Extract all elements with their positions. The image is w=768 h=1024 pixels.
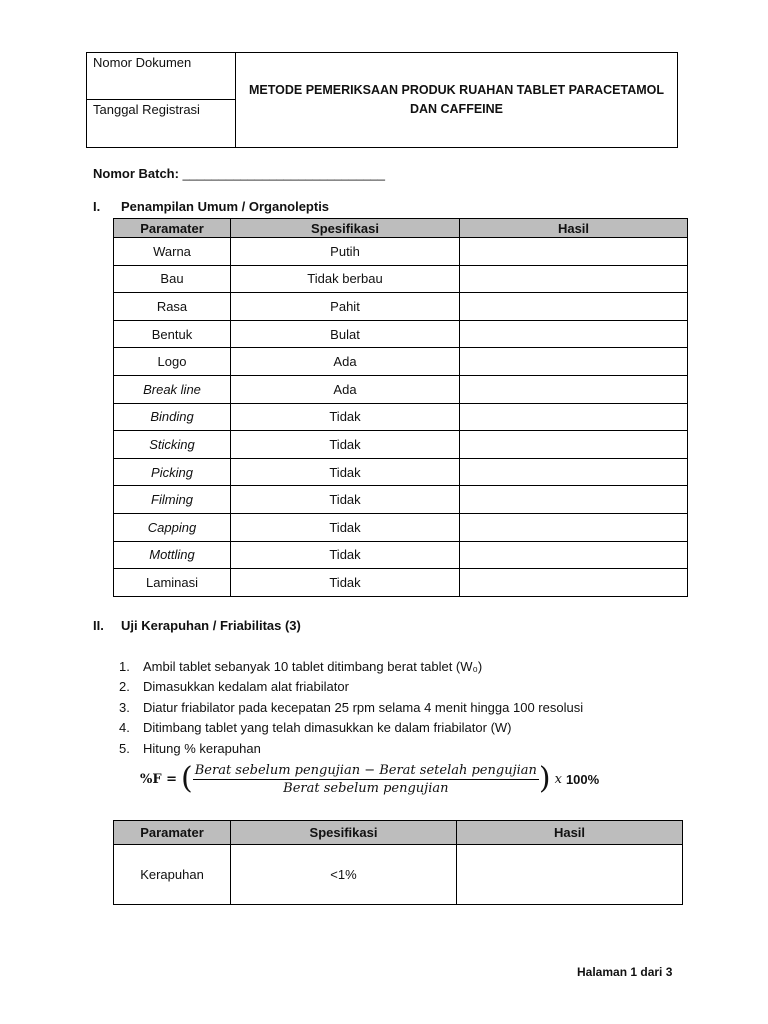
- cell-parameter: Bau: [114, 265, 231, 293]
- section-1-title: Penampilan Umum / Organoleptis: [121, 199, 330, 214]
- col-header-result: Hasil: [460, 219, 688, 238]
- batch-label: Nomor Batch:: [93, 166, 179, 181]
- cell-result[interactable]: [460, 238, 688, 266]
- cell-specification: Pahit: [231, 293, 460, 321]
- cell-parameter: Mottling: [114, 541, 231, 569]
- cell-result[interactable]: [460, 458, 688, 486]
- page-footer: Halaman 1 dari 3: [577, 965, 673, 979]
- friability-table: [113, 820, 683, 905]
- cell-parameter: Filming: [114, 486, 231, 514]
- list-item: [119, 679, 349, 694]
- reg-date-label: Tanggal Registrasi: [93, 102, 200, 117]
- list-item-number: 5.: [119, 741, 130, 756]
- formula-lhs: %F =: [140, 771, 178, 787]
- cell-specification: Tidak berbau: [231, 265, 460, 293]
- table-row: [114, 431, 688, 459]
- table-row: [114, 458, 688, 486]
- cell-result[interactable]: [460, 265, 688, 293]
- document-title-line-2: DAN CAFFEINE: [409, 102, 504, 116]
- formula-fraction-bar: [193, 779, 539, 780]
- cell-parameter: Capping: [114, 513, 231, 541]
- list-item-text: Dimasukkan kedalam alat friabilator: [143, 679, 349, 694]
- section-1-number: I.: [93, 199, 101, 214]
- cell-parameter: Logo: [114, 348, 231, 376]
- cell-result[interactable]: [460, 541, 688, 569]
- cell-result[interactable]: [460, 431, 688, 459]
- list-item-text: Ambil tablet sebanyak 10 tablet ditimbang berat tablet (W₀): [143, 659, 483, 674]
- formula-numerator: Berat sebelum pengujian − Berat setelah pengujian: [194, 762, 537, 778]
- formula-times: x: [554, 771, 562, 787]
- formula-rhs-value: 100%: [565, 771, 600, 787]
- cell-specification: Ada: [231, 348, 460, 376]
- table-row: [114, 541, 688, 569]
- table-row: [114, 569, 688, 597]
- cell-parameter: Bentuk: [114, 320, 231, 348]
- organoleptic-header-row: [114, 219, 688, 238]
- list-item: [119, 720, 512, 735]
- cell-result[interactable]: [457, 845, 683, 905]
- cell-parameter: Kerapuhan: [114, 845, 231, 905]
- cell-parameter: Break line: [114, 375, 231, 403]
- col-header-parameter: Paramater: [114, 821, 231, 845]
- list-item-text: Diatur friabilator pada kecepatan 25 rpm selama 4 menit hingga 100 resolusi: [143, 700, 584, 715]
- table-row: [114, 513, 688, 541]
- cell-result[interactable]: [460, 513, 688, 541]
- formula-denominator: Berat sebelum pengujian: [283, 780, 449, 796]
- col-header-specification: Spesifikasi: [231, 219, 460, 238]
- list-item: [119, 659, 482, 674]
- table-row: [114, 293, 688, 321]
- cell-specification: <1%: [231, 845, 457, 905]
- cell-result[interactable]: [460, 403, 688, 431]
- table-row: [114, 320, 688, 348]
- table-row: [114, 403, 688, 431]
- friability-header-row: [114, 821, 683, 845]
- cell-result[interactable]: [460, 320, 688, 348]
- col-header-parameter: Paramater: [114, 219, 231, 238]
- cell-specification: Bulat: [231, 320, 460, 348]
- cell-specification: Putih: [231, 238, 460, 266]
- cell-specification: Tidak: [231, 403, 460, 431]
- header-left-column: [87, 53, 236, 147]
- section-2-title: Uji Kerapuhan / Friabilitas (3): [121, 618, 301, 633]
- cell-specification: Ada: [231, 375, 460, 403]
- cell-specification: Tidak: [231, 431, 460, 459]
- organoleptic-table: [113, 218, 688, 597]
- friability-formula: [140, 758, 599, 800]
- cell-result[interactable]: [460, 569, 688, 597]
- list-item: [119, 700, 583, 715]
- document-header-box: [86, 52, 678, 148]
- cell-parameter: Sticking: [114, 431, 231, 459]
- table-row: [114, 375, 688, 403]
- table-row: [114, 238, 688, 266]
- cell-specification: Tidak: [231, 458, 460, 486]
- list-item: [119, 741, 261, 756]
- document-title: [236, 53, 677, 147]
- table-row: [114, 486, 688, 514]
- table-row: [114, 845, 683, 905]
- list-item-number: 1.: [119, 659, 130, 674]
- doc-number-label: Nomor Dokumen: [87, 53, 235, 100]
- cell-parameter: Rasa: [114, 293, 231, 321]
- cell-specification: Tidak: [231, 541, 460, 569]
- cell-parameter: Binding: [114, 403, 231, 431]
- table-row: [114, 265, 688, 293]
- list-item-text: Ditimbang tablet yang telah dimasukkan ke dalam friabilator (W): [143, 720, 512, 735]
- list-item-number: 2.: [119, 679, 130, 694]
- col-header-result: Hasil: [457, 821, 683, 845]
- formula-right-paren: ): [538, 761, 551, 796]
- list-item-text: Hitung % kerapuhan: [143, 741, 261, 756]
- col-header-specification: Spesifikasi: [231, 821, 457, 845]
- section-2-heading: [93, 618, 301, 633]
- batch-blank: ____________________________: [182, 166, 386, 181]
- section-2-number: II.: [93, 618, 104, 633]
- list-item-number: 4.: [119, 720, 130, 735]
- cell-parameter: Laminasi: [114, 569, 231, 597]
- list-item-number: 3.: [119, 700, 130, 715]
- formula-fraction: [193, 763, 539, 796]
- formula-left-paren: (: [181, 761, 193, 796]
- cell-parameter: Picking: [114, 458, 231, 486]
- cell-result[interactable]: [460, 486, 688, 514]
- cell-specification: Tidak: [231, 569, 460, 597]
- cell-result[interactable]: [460, 293, 688, 321]
- document-title-line-1: METODE PEMERIKSAAN PRODUK RUAHAN TABLET PARACETAMOL: [248, 83, 665, 97]
- cell-result[interactable]: [460, 348, 688, 376]
- cell-specification: Tidak: [231, 486, 460, 514]
- cell-specification: Tidak: [231, 513, 460, 541]
- cell-parameter: Warna: [114, 238, 231, 266]
- table-row: [114, 348, 688, 376]
- batch-line: [93, 166, 385, 181]
- cell-result[interactable]: [460, 375, 688, 403]
- section-1-heading: [93, 199, 329, 214]
